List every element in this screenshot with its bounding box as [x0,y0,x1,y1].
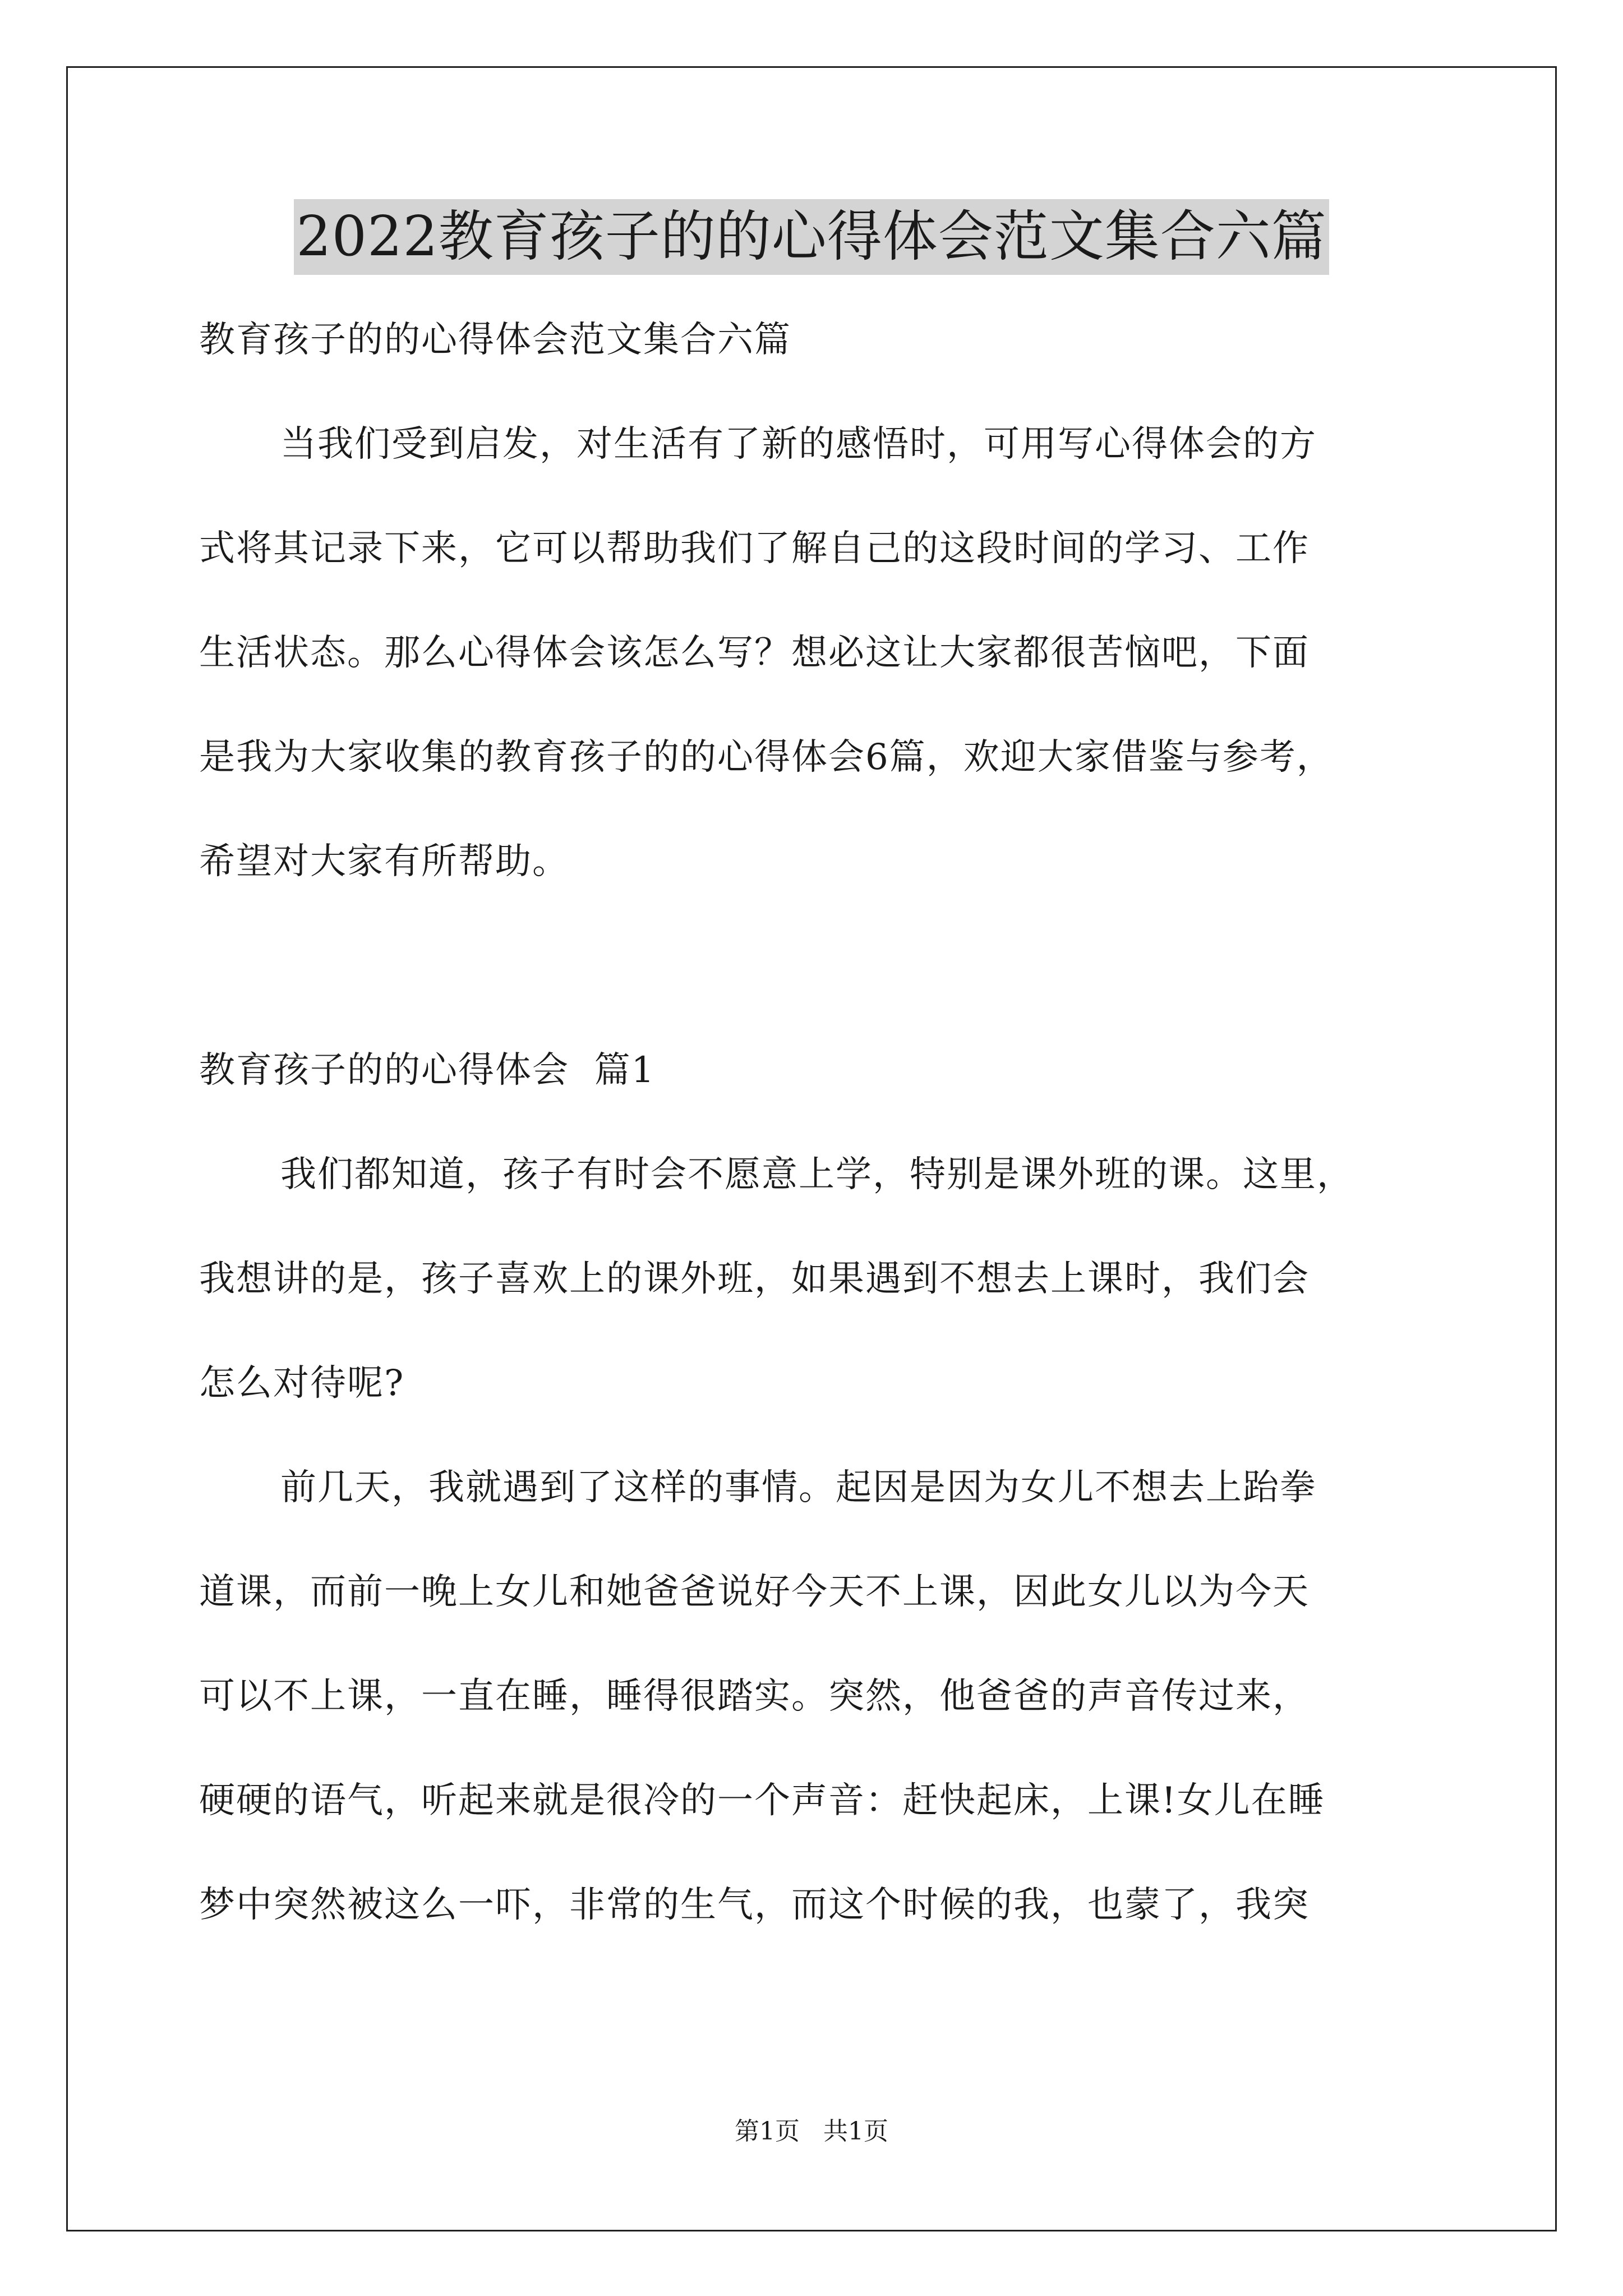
page-footer: 第1页 共1页 [735,2117,888,2146]
section-spacer [199,940,1472,992]
paragraph-line: 可以不上课，一直在睡，睡得很踏实。突然，他爸爸的声音传过来， [199,1676,1310,1717]
paragraph-line: 我们都知道，孩子有时会不愿意上学，特别是课外班的课。这里， [280,1154,1354,1195]
section-heading: 教育孩子的的心得体会 篇1 [199,1050,656,1091]
document-subtitle: 教育孩子的的心得体会范文集合六篇 [199,319,791,361]
intro-line: 是我为大家收集的教育孩子的的心得体会6篇，欢迎大家借鉴与参考， [199,737,1334,778]
paragraph-line: 怎么对待呢? [199,1363,405,1404]
paragraph-line: 梦中突然被这么一吓，非常的生气，而这个时候的我，也蒙了，我突 [199,1884,1310,1926]
title-container [0,199,1623,275]
intro-line: 生活状态。那么心得体会该怎么写？想必这让大家都很苦恼吧，下面 [199,632,1310,674]
document-body [199,314,1472,1984]
intro-line: 当我们受到启发，对生活有了新的感悟时，可用写心得体会的方 [280,424,1317,465]
paragraph-line: 道课，而前一晚上女儿和她爸爸说好今天不上课，因此女儿以为今天 [199,1571,1310,1613]
paragraph-line: 前几天，我就遇到了这样的事情。起因是因为女儿不想去上跆拳 [280,1467,1317,1508]
intro-line: 式将其记录下来，它可以帮助我们了解自己的这段时间的学习、工作 [199,528,1310,569]
paragraph-line: 我想讲的是，孩子喜欢上的课外班，如果遇到不想去上课时，我们会 [199,1258,1310,1300]
intro-line: 希望对大家有所帮助。 [199,841,569,882]
document-title: 2022教育孩子的的心得体会范文集合六篇 [294,199,1329,275]
paragraph-line: 硬硬的语气，听起来就是很冷的一个声音：赶快起床，上课!女儿在睡 [199,1780,1325,1821]
